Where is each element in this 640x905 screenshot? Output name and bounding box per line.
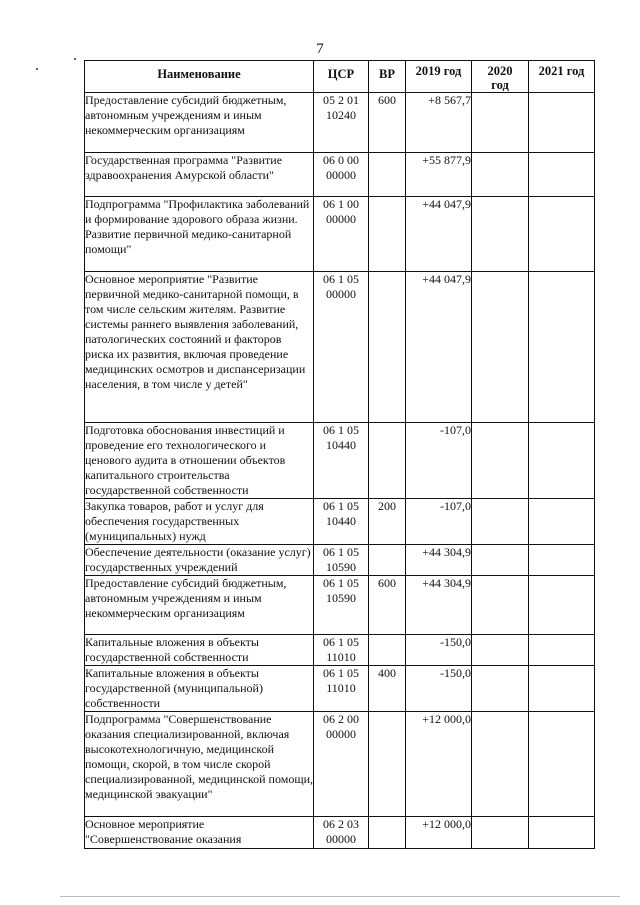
row-2019: -107,0 [406, 423, 472, 499]
header-csr: ЦСР [314, 61, 369, 93]
row-2021 [529, 197, 595, 272]
table-row [85, 817, 595, 849]
table-row [85, 153, 595, 197]
scan-speck [36, 68, 38, 70]
row-vr: 600 [369, 93, 406, 153]
row-name: Основное мероприятие "Развитие первичной медико-санитарной помощи, в том числе сельским жителям. Развитие системы раннего выявления заболеваний, патологических состояний и факторов риска их развития, включая проведение медицинских осмотров и диспансеризации населения, в том числе у детей" [85, 272, 314, 423]
row-csr: 06 1 05 10440 [314, 499, 369, 545]
table-row [85, 666, 595, 712]
row-2019: +44 047,9 [406, 272, 472, 423]
row-2020 [472, 817, 529, 849]
row-2020 [472, 635, 529, 666]
table-row [85, 423, 595, 499]
row-vr [369, 545, 406, 576]
row-2019: -107,0 [406, 499, 472, 545]
row-vr: 200 [369, 499, 406, 545]
header-name: Наименование [85, 61, 314, 93]
row-name: Капитальные вложения в объекты государственной собственности [85, 635, 314, 666]
row-csr: 06 2 03 00000 [314, 817, 369, 849]
row-name: Основное мероприятие "Совершенствование оказания [85, 817, 314, 849]
row-2020 [472, 423, 529, 499]
row-name: Государственная программа "Развитие здравоохранения Амурской области" [85, 153, 314, 197]
row-csr: 06 1 00 00000 [314, 197, 369, 272]
row-name: Подпрограмма "Совершенствование оказания специализированной, включая высокотехнологичную, медицинской помощи, скорой, в том числе скорой специализированной, медицинской помощи, медицинской эвакуации" [85, 712, 314, 817]
row-2020 [472, 666, 529, 712]
row-2020 [472, 576, 529, 635]
row-vr [369, 423, 406, 499]
row-vr: 400 [369, 666, 406, 712]
row-csr: 06 1 05 11010 [314, 666, 369, 712]
row-2019: +55 877,9 [406, 153, 472, 197]
header-2020: 2020 год [472, 61, 529, 93]
row-2021 [529, 153, 595, 197]
row-vr [369, 197, 406, 272]
table-row [85, 499, 595, 545]
header-2019: 2019 год [406, 61, 472, 93]
header-2021: 2021 год [529, 61, 595, 93]
row-vr [369, 272, 406, 423]
row-name: Подготовка обоснования инвестиций и проведение его технологического и ценового аудита в отношении объектов капитального строительства государственной собственности [85, 423, 314, 499]
table-row [85, 576, 595, 635]
row-2019: +44 047,9 [406, 197, 472, 272]
row-2019: +8 567,7 [406, 93, 472, 153]
table-header-row [85, 61, 595, 93]
row-2021 [529, 666, 595, 712]
row-2021 [529, 635, 595, 666]
budget-table [84, 60, 595, 849]
row-csr: 06 0 00 00000 [314, 153, 369, 197]
row-2021 [529, 272, 595, 423]
row-2020 [472, 545, 529, 576]
row-name: Предоставление субсидий бюджетным, автономным учреждениям и иным некоммерческим организациям [85, 576, 314, 635]
scan-bottom-edge [60, 896, 620, 897]
row-name: Подпрограмма "Профилактика заболеваний и формирование здорового образа жизни. Развитие первичной медико-санитарной помощи" [85, 197, 314, 272]
row-2020 [472, 499, 529, 545]
row-2021 [529, 545, 595, 576]
table-row [85, 635, 595, 666]
row-name: Предоставление субсидий бюджетным, автономным учреждениям и иным некоммерческим организациям [85, 93, 314, 153]
row-2019: +12 000,0 [406, 817, 472, 849]
table-row [85, 712, 595, 817]
row-csr: 05 2 01 10240 [314, 93, 369, 153]
row-vr [369, 712, 406, 817]
row-2019: +44 304,9 [406, 545, 472, 576]
row-2020 [472, 712, 529, 817]
scan-speck [74, 58, 76, 60]
row-2021 [529, 712, 595, 817]
row-2020 [472, 272, 529, 423]
row-vr [369, 153, 406, 197]
row-2019: +12 000,0 [406, 712, 472, 817]
row-2019: -150,0 [406, 635, 472, 666]
row-2020 [472, 153, 529, 197]
row-name: Капитальные вложения в объекты государственной (муниципальной) собственности [85, 666, 314, 712]
row-2021 [529, 576, 595, 635]
row-2019: +44 304,9 [406, 576, 472, 635]
table-row [85, 93, 595, 153]
row-2021 [529, 93, 595, 153]
table-row [85, 272, 595, 423]
row-csr: 06 1 05 10440 [314, 423, 369, 499]
row-vr: 600 [369, 576, 406, 635]
header-vr: ВР [369, 61, 406, 93]
row-csr: 06 1 05 10590 [314, 545, 369, 576]
table-row [85, 197, 595, 272]
row-2021 [529, 423, 595, 499]
row-2021 [529, 817, 595, 849]
row-csr: 06 1 05 11010 [314, 635, 369, 666]
row-vr [369, 635, 406, 666]
row-2020 [472, 93, 529, 153]
row-csr: 06 2 00 00000 [314, 712, 369, 817]
row-2019: -150,0 [406, 666, 472, 712]
row-csr: 06 1 05 10590 [314, 576, 369, 635]
row-2021 [529, 499, 595, 545]
row-name: Закупка товаров, работ и услуг для обеспечения государственных (муниципальных) нужд [85, 499, 314, 545]
table-row [85, 545, 595, 576]
row-csr: 06 1 05 00000 [314, 272, 369, 423]
row-2020 [472, 197, 529, 272]
row-name: Обеспечение деятельности (оказание услуг) государственных учреждений [85, 545, 314, 576]
page-number: 7 [316, 41, 324, 57]
row-vr [369, 817, 406, 849]
